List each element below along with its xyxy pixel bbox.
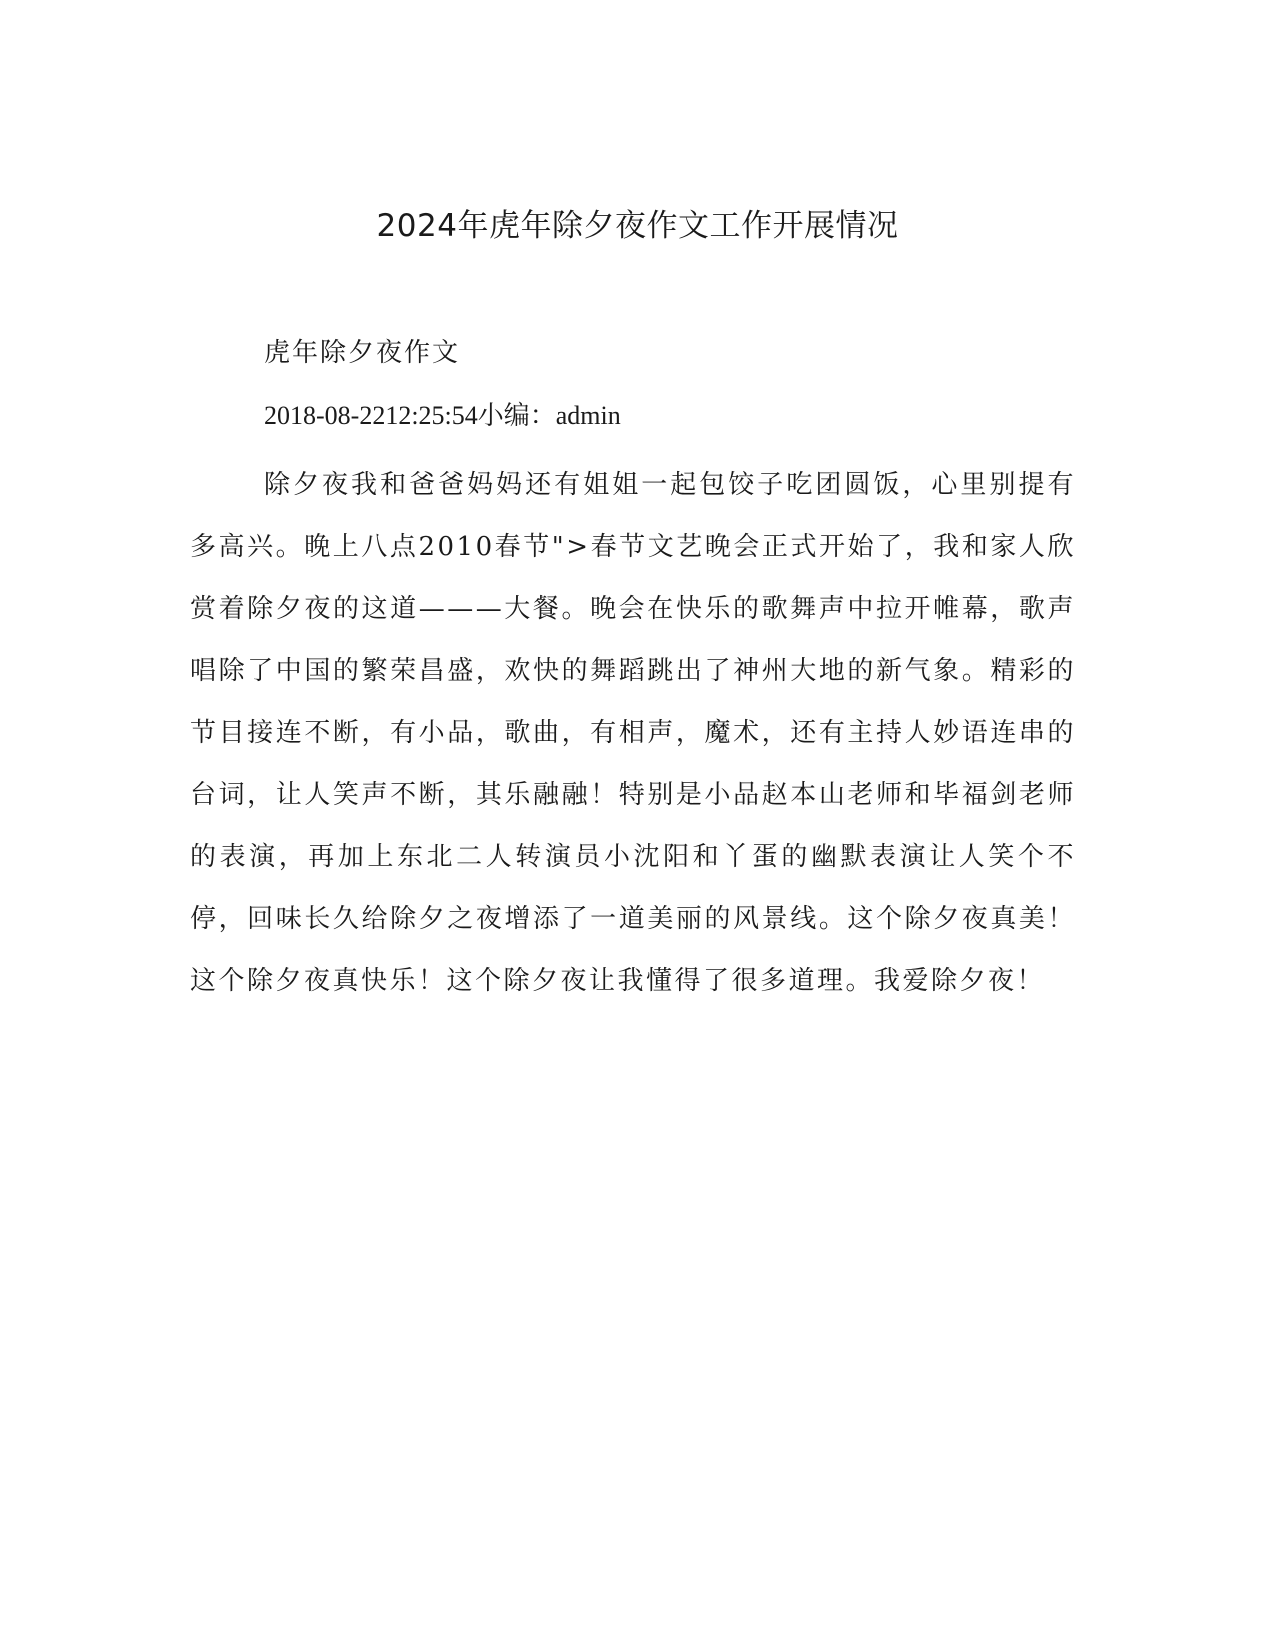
essay-subtitle: 虎年除夕夜作文 [264,338,461,368]
document-title: 2024年虎年除夕夜作文工作开展情况 [376,208,899,244]
essay-body: 除夕夜我和爸爸妈妈还有姐姐一起包饺子吃团圆饭，心里别提有多高兴。晚上八点2010春节">春节文艺晚会正式开始了，我和家人欣赏着除夕夜的这道———大餐。晚会在快乐的歌舞声中拉开帷幕，歌声唱除了中国的繁荣昌盛，欢快的舞蹈跳出了神州大地的新气象。精彩的节目接连不断，有小品，歌曲，有相声，魔术，还有主持人妙语连串的台词，让人笑声不断，其乐融融！特别是小品赵本山老师和毕福剑老师的表演，再加上东北二人转演员小沈阳和丫蛋的幽默表演让人笑个不停，回味长久给除夕之夜增添了一道美丽的风景线。这个除夕夜真美！这个除夕夜真快乐！这个除夕夜让我懂得了很多道理。我爱除夕夜！ [190,470,1076,996]
post-meta: 2018-08-2212:25:54小编：admin [264,401,621,430]
